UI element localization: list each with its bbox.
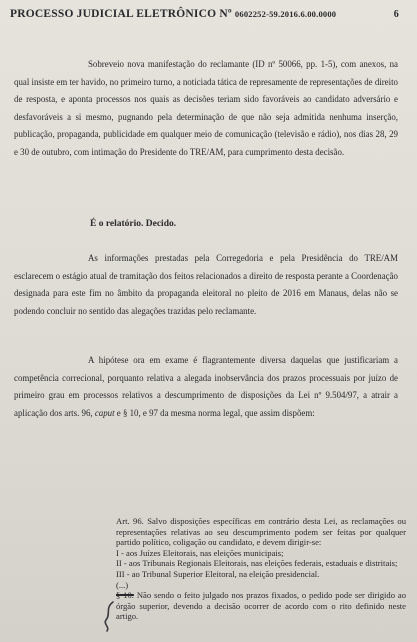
legal-quote — [116, 516, 406, 622]
quote-ellipsis: (...) — [116, 579, 129, 590]
section-heading: É o relatório. Decido. — [90, 219, 177, 229]
paragraph-10-text: Não sendo o feito julgado nos prazos fixados, o pedido pode ser dirigido ao órgão superior, devendo a decisão ocorrer de acordo com o rito definido neste artigo. — [116, 590, 406, 622]
quote-article: Art. 96. Salvo disposições específicas em contrário desta Lei, as reclamações ou representações relativas ao seu descumprimento podem ser feitas por qualquer partido político, coligação ou candidato, e devem dirigir-se: — [116, 516, 406, 548]
paragraph-3 — [14, 352, 398, 422]
paragraph-1: Sobreveio nova manifestação do reclamante (ID nº 50066, pp. 1-5), com anexos, na qual insiste em ter havido, no primeiro turno, a noticiada tática de represamente de representações de direito de resposta, e aponta processos nos quais as decisões teriam sido favoráveis ao candidato adversário e desfavoráveis a si mesmo, pugnando pela determinação de que não seja admitida nenhuma inserção, publicação, propaganda, publicidade em qualquer meio de comunicação (televisão e rádio), nos dias 28, 29 e 30 de outubro, com intimação do Presidente do TRE/AM, para cumprimento desta decisão. — [14, 59, 398, 157]
quote-item: I - aos Juízes Eleitorais, nas eleições municipais; — [116, 547, 284, 558]
page-header — [10, 8, 405, 30]
process-number: 0602252-59.2016.6.00.0000 — [234, 9, 337, 19]
paragraph-3-tail: e § 10, e 97 da mesma norma legal, que assim dispõem: — [116, 407, 315, 418]
paragraph-3-italic: caput — [94, 407, 115, 418]
page-number: 6 — [393, 9, 399, 20]
header-title — [10, 8, 336, 20]
quote-item: II - aos Tribunais Regionais Eleitorais, nas eleições federais, estaduais e distritais; — [116, 558, 398, 569]
header-title-text: PROCESSO JUDICIAL ELETRÔNICO Nº — [10, 8, 232, 20]
quote-paragraph-10 — [116, 590, 406, 622]
quote-item: III - ao Tribunal Superior Eleitoral, na eleição presidencial. — [116, 568, 320, 579]
paragraph-2: As informações prestadas pela Corregedoria e pela Presidência do TRE/AM esclarecem o estágio atual de tramitação dos feitos relacionados a direito de resposta perante a Coordenação designada para este fim no âmbito da propaganda eleitoral no pleito de 2016 em Manaus, delas não se podendo concluir no sentido das alegações trazidas pelo reclamante. — [14, 253, 398, 316]
paragraph-10-mark: § 10. — [116, 590, 134, 601]
pen-marking-icon — [101, 600, 117, 632]
paragraph-3-text: A hipótese ora em exame é flagrantemente diversa daquelas que justificariam a competência correcional, porquanto relativa a alegada inobservância dos prazos processuais por juízo de primeiro grau em processos relativos a descumprimento de disposições da Lei nº 9.504/97, a atrair a aplicação dos arts. 96, — [14, 355, 398, 418]
